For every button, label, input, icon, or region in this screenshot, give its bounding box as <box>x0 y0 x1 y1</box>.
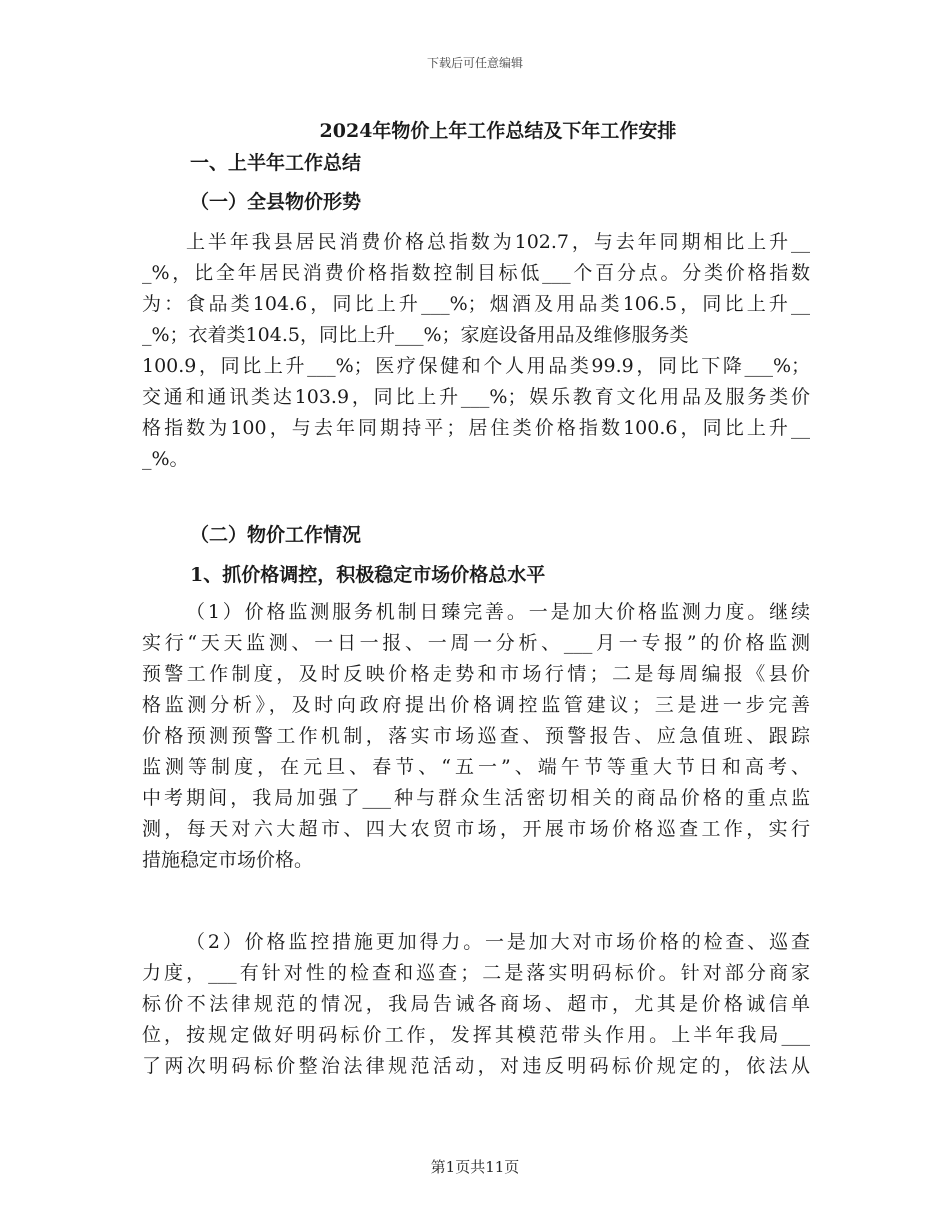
paragraph-line: _%，比全年居民消费价格指数控制目标低___个百分点。分类价格指数 <box>142 262 810 284</box>
paragraph-line: 监测等制度，在元旦、春节、“五一”、端午节等重大节日和高考、 <box>142 756 810 778</box>
paragraph-line: _%；衣着类104.5，同比上升___%；家庭设备用品及维修服务类 <box>142 324 689 346</box>
subsection-heading-price-control: 1、抓价格调控，积极稳定市场价格总水平 <box>190 564 546 586</box>
paragraph-monitoring-mechanism <box>142 597 810 876</box>
paragraph-line: 为：食品类104.6，同比上升___%；烟酒及用品类106.5，同比上升__ <box>142 293 810 315</box>
paragraph-monitoring-measures <box>142 927 810 1082</box>
paragraph-line: 实行“天天监测、一日一报、一周一分析、___月一专报”的价格监测 <box>142 632 810 654</box>
paragraph-line: 格监测分析》，及时向政府提出价格调控监管建议；三是进一步完善 <box>142 694 810 716</box>
paragraph-line: 上半年我县居民消费价格总指数为102.7，与去年同期相比上升__ <box>186 231 810 253</box>
subsection-heading-price-situation: （一）全县物价形势 <box>190 191 362 213</box>
paragraph-line: 100.9，同比上升___%；医疗保健和个人用品类99.9，同比下降___%； <box>142 355 810 377</box>
paragraph-line: 了两次明码标价整治法律规范活动，对违反明码标价规定的，依法从 <box>142 1055 810 1077</box>
paragraph-line: （1）价格监测服务机制日臻完善。一是加大价格监测力度。继续 <box>186 601 810 623</box>
paragraph-line: 测，每天对六大超市、四大农贸市场，开展市场价格巡查工作，实行 <box>142 818 810 840</box>
page-number-footer: 第1页共11页 <box>430 1158 520 1176</box>
page-header-note: 下载后可任意编辑 <box>426 56 523 70</box>
paragraph-line: 位，按规定做好明码标价工作，发挥其模范带头作用。上半年我局___ <box>142 1024 810 1046</box>
paragraph-line: 格指数为100，与去年同期持平；居住类价格指数100.6，同比上升__ <box>142 417 810 439</box>
subsection-heading-price-work: （二）物价工作情况 <box>190 524 362 546</box>
section-heading-1: 一、上半年工作总结 <box>190 152 362 174</box>
paragraph-price-situation <box>142 227 810 475</box>
paragraph-line: 中考期间，我局加强了___种与群众生活密切相关的商品价格的重点监 <box>142 787 810 809</box>
paragraph-line: 价格预测预警工作机制，落实市场巡查、预警报告、应急值班、跟踪 <box>142 725 810 747</box>
paragraph-line: 预警工作制度，及时反映价格走势和市场行情；二是每周编报《县价 <box>142 663 810 685</box>
paragraph-line: 措施稳定市场价格。 <box>142 849 314 871</box>
paragraph-line: 标价不法律规范的情况，我局告诫各商场、超市，尤其是价格诚信单 <box>142 993 810 1015</box>
paragraph-line: 交通和通讯类达103.9，同比上升___%；娱乐教育文化用品及服务类价 <box>142 386 810 408</box>
document-title: 2024年物价上年工作总结及下年工作安排 <box>319 120 677 142</box>
paragraph-line: _%。 <box>142 448 189 470</box>
paragraph-line: 力度，___有针对性的检查和巡查；二是落实明码标价。针对部分商家 <box>142 962 810 984</box>
paragraph-line: （2）价格监控措施更加得力。一是加大对市场价格的检查、巡查 <box>186 931 810 953</box>
